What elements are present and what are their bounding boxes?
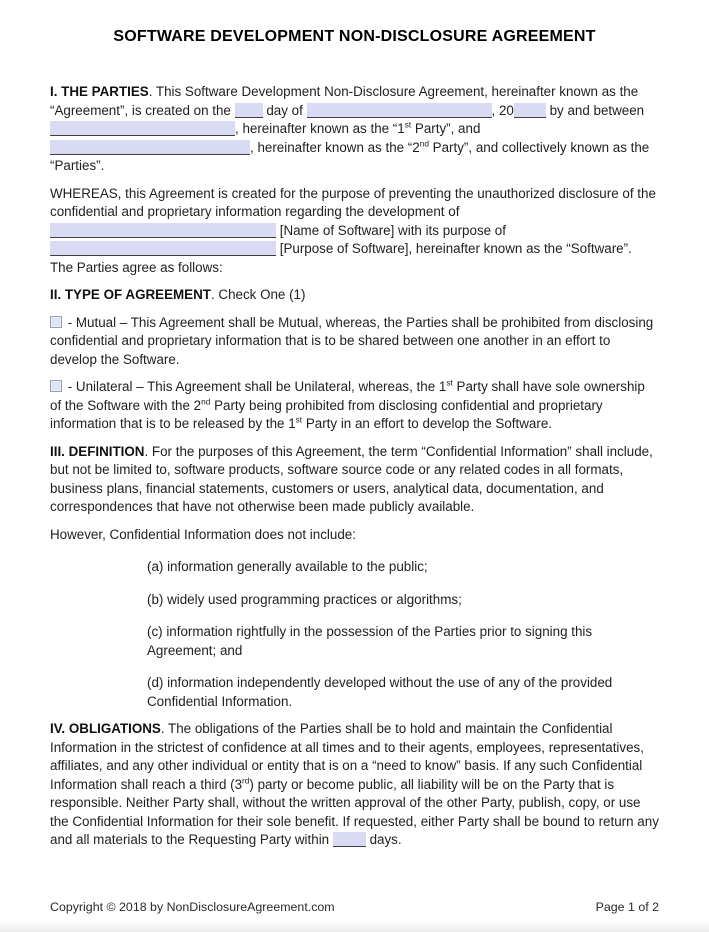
ordinal-suffix: rd [242,775,250,786]
text-run: Party in an effort to develop the Software. [302,416,552,431]
software-purpose-field[interactable] [50,241,276,256]
text-run: Party”, and [411,121,481,136]
software-name-field[interactable] [50,223,276,238]
text-run: - Mutual – This Agreement shall be Mutual, whereas, the Parties shall be prohibited from disclosing confidential and proprietary information that is to be shared between one another in an effort to develop the Software. [50,314,654,367]
text-run: [Name of Software] with its purpose of [276,222,506,238]
text-run: Party being prohibited from disclosing confidential and proprietary information that is to be released by the 1 [50,397,603,431]
second-party-name-field[interactable] [50,140,250,155]
text-run: Party shall have sole ownership of the Software with the 2 [50,379,645,413]
section-definition-label: III. DEFINITION [50,443,145,459]
exclusion-item-b: (b) widely used programming practices or algorithms; [147,591,462,607]
text-run: . For the purposes of this Agreement, the term “Confidential Information” shall include, but not be limited to, software products, software source code or any related codes in all formats, business plans, financial statements, customers or users, analytical data, documentation, and correspondences that have not otherwise been made publicly available. [50,443,653,514]
exclusion-item-d: (d) information independently developed without the use of any of the provided Confidential Information. [147,675,613,709]
exclusion-item-a: (a) information generally available to the public; [147,559,428,574]
ordinal-suffix: nd [419,138,429,149]
unilateral-checkbox[interactable] [50,380,62,392]
mutual-option-paragraph [50,314,659,370]
year-field[interactable] [514,103,546,118]
text-run: , hereinafter known as the “2 [250,139,420,155]
text-run: . Check One (1) [210,287,306,302]
text-run: days. [365,832,402,847]
text-run: Party”, and collectively known as the “Parties”. [50,139,650,173]
unilateral-option-paragraph [50,378,659,434]
text-run: - Unilateral – This Agreement shall be Unilateral, whereas, the 1 [64,379,447,394]
first-party-name-field[interactable] [50,121,235,136]
text-run: , 20 [491,102,514,118]
day-field[interactable] [235,103,263,118]
section-obligations-paragraph [50,720,659,850]
section-obligations-label: IV. OBLIGATIONS [50,721,161,736]
section-parties-label: I. THE PARTIES [50,84,149,99]
page-number: Page 1 of 2 [595,899,659,914]
document-title: SOFTWARE DEVELOPMENT NON-DISCLOSURE AGREEMENT [113,28,596,45]
text-run: ) party or become public, all liability will be on the Party that is responsible. Neither Party shall, without the written approval of the other Party, publish, copy, or use the Confidential Information for their sole benefit. If requested, either Party shall be bound to return any and all materials to the Requesting Party within [50,776,659,847]
section-definition-paragraph [50,443,659,517]
text-run: , hereinafter known as the “1 [235,121,405,136]
text-run: day of [262,102,307,118]
text-run: The Parties agree as follows: [50,259,223,275]
text-run: [Purpose of Software], hereinafter known as the “Software”. [276,241,632,256]
ordinal-suffix: nd [201,396,211,407]
return-days-field[interactable] [333,832,366,847]
exclusion-item-c: (c) information rightfully in the possession of the Parties prior to signing this Agreement; and [147,624,593,658]
ordinal-suffix: st [404,119,412,130]
month-field[interactable] [307,103,492,118]
section-type-heading [50,286,659,305]
text-run: . This Software Development Non-Disclosure Agreement, hereinafter known as the “Agreement”, is created on the [50,84,639,118]
text-run: WHEREAS, this Agreement is created for the purpose of preventing the unauthorized disclosure of the confidential and proprietary information regarding the development of [50,185,656,219]
copyright-text: Copyright © 2018 by NonDisclosureAgreement.com [50,899,335,914]
text-run: by and between [545,102,645,118]
exclusions-intro: However, Confidential Information does not include: [50,526,356,542]
section-parties-paragraph [50,83,659,176]
whereas-paragraph [50,185,659,278]
footer [50,898,659,932]
text-run: . The obligations of the Parties shall be to hold and maintain the Confidential Information in the strictest of confidence at all times and to their agents, employees, representatives, affiliates, and any other individual or entity that is on a “need to know” basis. If any such Confidential Information shall reach a third (3 [50,721,644,792]
section-type-label: II. TYPE OF AGREEMENT [50,287,211,302]
ordinal-suffix: st [446,377,453,388]
mutual-checkbox[interactable] [50,316,62,328]
ordinal-suffix: st [295,414,303,425]
